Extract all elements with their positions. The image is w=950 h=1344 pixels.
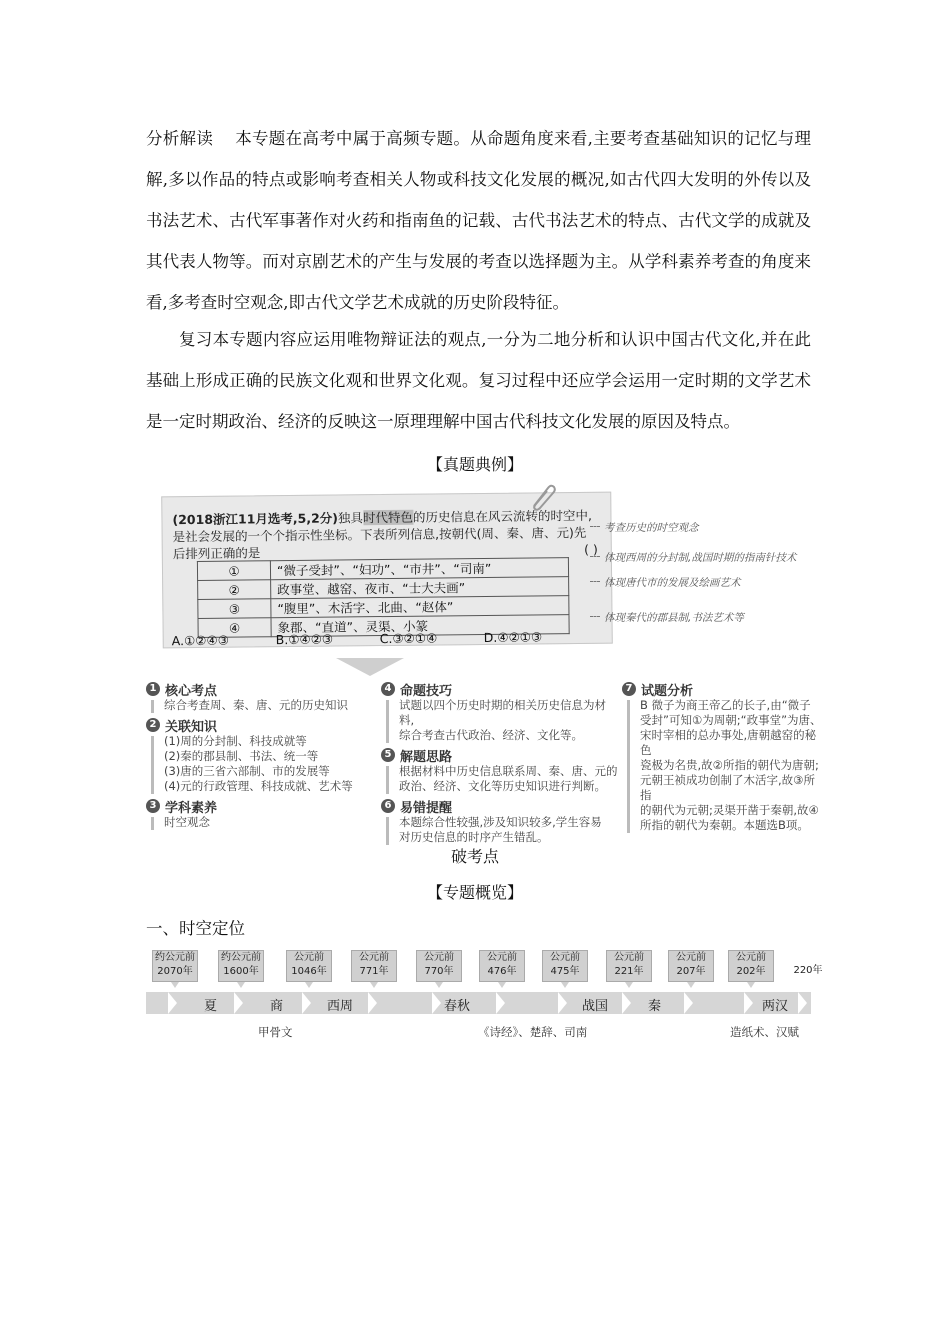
table-row: ④ 象郡、“直道”、灵渠、小篆 bbox=[198, 615, 569, 638]
timeline-date: 公元前 1046年 bbox=[286, 950, 332, 982]
timeline-date: 约公元前 2070年 bbox=[152, 950, 198, 982]
option-b: B.①④②③ bbox=[275, 631, 334, 648]
timeline-date: 公元前 770年 bbox=[416, 950, 462, 982]
answer-blank: ( ) bbox=[583, 541, 598, 557]
analysis-paragraph-2 bbox=[146, 319, 811, 442]
analysis-lead: 分析解读 bbox=[146, 129, 214, 148]
timeline-era: 战国 bbox=[582, 999, 609, 1014]
timeline-era: 夏 bbox=[204, 999, 218, 1014]
timeline-chevron bbox=[302, 992, 311, 1014]
timeline-caption: 造纸术、汉赋 bbox=[730, 1025, 799, 1039]
timeline-chevron bbox=[168, 992, 177, 1014]
table-row: ③ “腹里”、木活字、北曲、“赵体” bbox=[198, 596, 569, 619]
answer-options bbox=[172, 629, 602, 649]
timeline-era: 西周 bbox=[327, 999, 354, 1014]
table-row: ② 政事堂、越窑、夜市、“士大夫画” bbox=[198, 577, 569, 600]
analysis-paragraph-1 bbox=[146, 118, 811, 323]
analysis-column-3: 7 试题分析 B 微子为商王帝乙的长子,由“微子 受封”可知①为周朝;“政事堂”为唐、 宋时宰相的总办事处,唐朝越窑的秘色 瓷极为名贵,故②所指的朝代为唐朝; 元朝王祯成功创制了木活字,故③所指 的朝代为元朝;灵渠开凿于秦朝,故④ 所指的朝代为秦朝。本题选B项。 bbox=[622, 680, 822, 836]
section-heading-example: 【真题典例】 bbox=[426, 455, 523, 474]
question-card bbox=[161, 492, 613, 649]
timeline-chevron bbox=[798, 992, 807, 1014]
timeline-chevron bbox=[558, 992, 567, 1014]
timeline-date: 公元前 202年 bbox=[728, 950, 774, 982]
timeline bbox=[146, 948, 823, 1043]
table-row: ① “微子受封”、“妇功”、“市井”、“司南” bbox=[197, 558, 568, 581]
question-source: (2018浙江11月选考,5,2分) bbox=[172, 510, 339, 528]
analysis-column-1: 1 核心考点 综合考查周、秦、唐、元的历史知识 2 关联知识 (1)周的分封制、科技成就等 (2)秦的郡县制、书法、统一等 (3)唐的三省六部制、市的发展等 (4)元的行政管理、科技成就、艺术等 3 学科素养 时空观念 bbox=[146, 680, 361, 833]
highlight-text: 时代特色 bbox=[362, 509, 414, 526]
timeline-chevron bbox=[496, 992, 505, 1014]
timeline-chevron bbox=[622, 992, 631, 1014]
section-heading-overview: 【专题概览】 bbox=[426, 883, 523, 902]
timeline-era: 商 bbox=[270, 999, 284, 1014]
analysis-text-2: 复习本专题内容应运用唯物辩证法的观点,一分为二地分析和认识中国古代文化,并在此基础上形成正确的民族文化观和世界文化观。复习过程中还应学会运用一定时期的文学艺术是一定时期政治、经济的反映这一原理理解中国古代科技文化发展的原因及特点。 bbox=[146, 330, 811, 431]
timeline-date: 约公元前 1600年 bbox=[218, 950, 264, 982]
paperclip-icon bbox=[526, 482, 556, 512]
timeline-chevron bbox=[368, 992, 377, 1014]
analysis-column-2: 4 命题技巧 试题以四个历史时期的相关历史信息为材料, 综合考查古代政治、经济、文化等。 5 解题思路 根据材料中历史信息联系周、秦、唐、元的 政治、经济、文化等历史知识进行判断。 6 易错提醒 本题综合性较强,涉及知识较多,学生容易 对历史信息的时序产生错乱。 bbox=[381, 680, 621, 848]
annotation-note: 体现秦代的郡县制,书法艺术等 bbox=[604, 612, 744, 624]
option-d: D.④②①③ bbox=[483, 629, 543, 645]
info-table bbox=[197, 557, 570, 638]
annotation-note: 体现西周的分封制,战国时期的指南针技术 bbox=[604, 552, 797, 564]
option-a: A.①②④③ bbox=[171, 632, 229, 649]
timeline-chevron bbox=[744, 992, 753, 1014]
timeline-date: 公元前 207年 bbox=[668, 950, 714, 982]
timeline-chevron bbox=[234, 992, 243, 1014]
annotation-note: 考查历史的时空观念 bbox=[604, 522, 699, 534]
timeline-era: 秦 bbox=[648, 999, 662, 1014]
timeline-era: 春秋 bbox=[444, 999, 471, 1014]
exam-figure bbox=[146, 490, 822, 844]
down-arrow-icon bbox=[336, 658, 404, 676]
timeline-date: 公元前 221年 bbox=[606, 950, 652, 982]
timeline-band bbox=[146, 992, 811, 1014]
timeline-chevron bbox=[432, 992, 441, 1014]
analysis-text-1: 本专题在高考中属于高频专题。从命题角度来看,主要考查基础知识的记忆与理解,多以作品的特点或影响考查相关人物或科技文化发展的概况,如古代四大发明的外传以及书法艺术、古代军事著作对火药和指南鱼的记载、古代书法艺术的特点、古代文学的成就及其代表人物等。而对京剧艺术的产生与发展的考查以选择题为主。从学科素养考查的角度来看,多考查时空观念,即古代文学艺术成就的历史阶段特征。 bbox=[146, 129, 812, 312]
timeline-caption: 甲骨文 bbox=[258, 1025, 293, 1039]
heading-break: 破考点 bbox=[450, 847, 499, 866]
timeline-chevron bbox=[684, 992, 693, 1014]
timeline-era: 两汉 bbox=[762, 999, 789, 1014]
subheading-timeline: 一、时空定位 bbox=[146, 919, 245, 938]
timeline-date: 公元前 771年 bbox=[351, 950, 397, 982]
annotation-note: 体现唐代市的发展及绘画艺术 bbox=[604, 577, 741, 589]
timeline-caption: 《诗经》、楚辞、司南 bbox=[478, 1025, 588, 1039]
timeline-date: 公元前 476年 bbox=[479, 950, 525, 982]
question-stem: (2018浙江11月选考,5,2分)独具时代特色的历史信息在风云流转的时空中,是社会发展的一个个指示性坐标。下表所列信息,按朝代(周、秦、唐、元)先后排列正确的是 ( ) bbox=[172, 507, 598, 562]
option-c: C.③②①④ bbox=[379, 630, 438, 647]
timeline-date: 220年 bbox=[793, 965, 823, 976]
timeline-date: 公元前 475年 bbox=[542, 950, 588, 982]
